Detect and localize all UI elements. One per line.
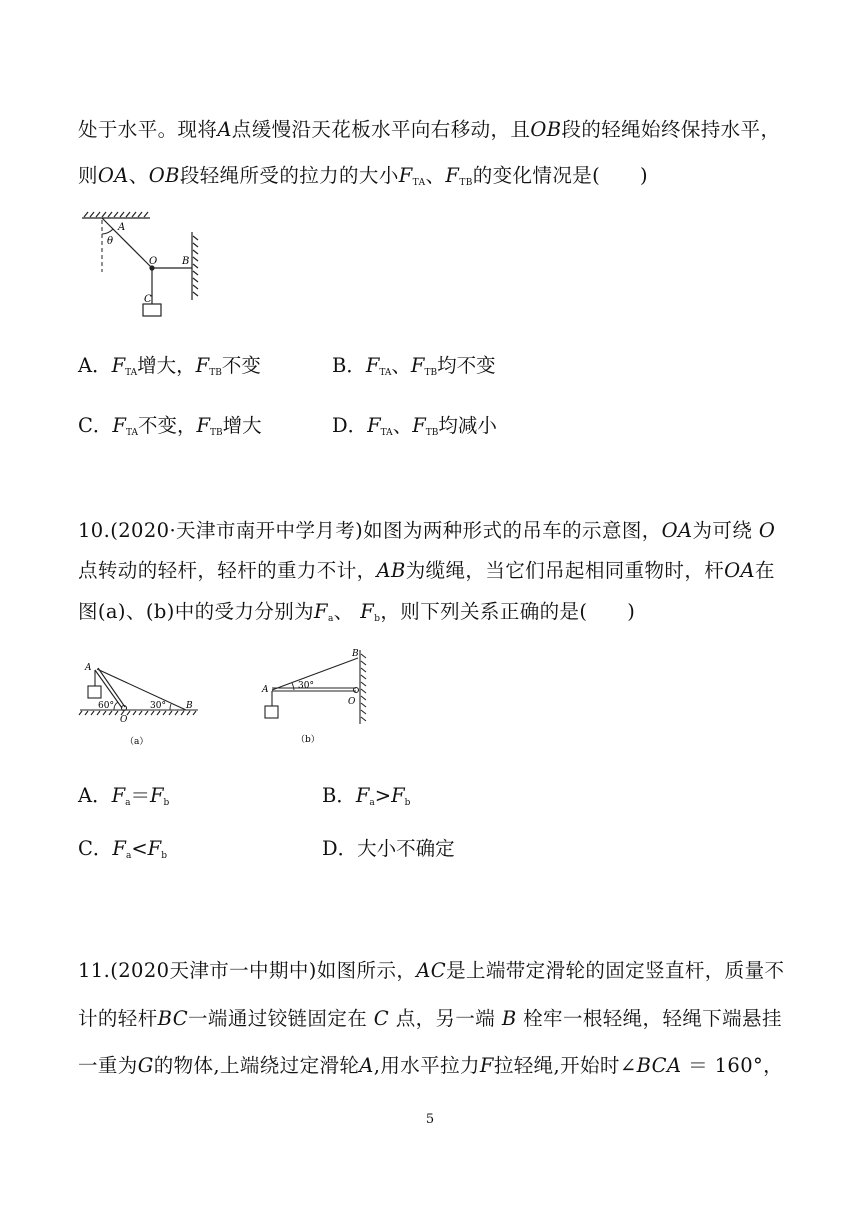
q10-option-b[interactable]: B．$F_a>F_b$ [322,784,411,808]
fig9-label-O: O [149,256,158,267]
figb-label-A: A [262,685,269,695]
figb-label-B: B [352,649,359,659]
figa-label-B: B [186,701,193,711]
figb-label-30: 30° [298,681,314,691]
fig9-label-C: C [144,294,152,305]
q9-option-c[interactable]: C．$F_{TA}$不变，$F_{TB}$增大 [78,414,262,438]
q9-text-line-1: 处于水平。现将A点缓慢沿天花板水平向右移动，且OB段的轻绳始终保持水平， [78,118,781,141]
q10-text-line-3: 图(a)、(b)中的受力分别为$F_a$、 $F_b$，则下列关系正确的是( ) [78,600,636,624]
q10-option-c[interactable]: C．$F_a<F_b$ [78,837,167,861]
figa-label-O: O [120,715,128,725]
figb-caption: （b） [296,735,320,745]
figa-label-60: 60° [98,701,114,711]
figa-caption: （a） [125,737,149,747]
figa-label-A: A [85,663,92,673]
q9-figure [74,208,214,320]
q9-option-d[interactable]: D．$F_{TA}$、$F_{TB}$均减小 [332,414,497,438]
q10-option-d[interactable]: D．大小不确定 [322,837,455,860]
fig9-label-B: B [182,256,190,267]
figa-label-30: 30° [150,701,166,711]
q10-text-line-1: 10.(2020·天津市南开中学月考)如图为两种形式的吊车的示意图，OA为可绕 O [78,519,776,542]
fig9-label-A: A [118,222,126,233]
page-number: 5 [425,1112,435,1127]
q9-text-line-2: 则OA、OB段轻绳所受的拉力的大小$F_{TA}$、$F_{TB}$的变化情况是( ) [78,164,648,188]
q11-text-line-2: 计的轻杆BC一端通过铰链固定在 C 点，另一端 B 栓牢一根轻绳，轻绳下端悬挂 [78,1007,782,1030]
q9-option-a[interactable]: A．$F_{TA}$增大，$F_{TB}$不变 [78,354,261,378]
fig9-label-theta: θ [107,236,114,247]
figb-label-O: O [348,697,356,707]
q10-figure-b [256,640,376,750]
q10-figure-a [74,660,204,750]
q11-text-line-3: 一重为G的物体,上端绕过定滑轮A,用水平拉力F拉轻绳,开始时∠BCA ＝ 160°， [78,1054,784,1077]
q10-option-a[interactable]: A．$F_a=F_b$ [78,784,170,808]
q11-text-line-1: 11.(2020天津市一中期中)如图所示，AC是上端带定滑轮的固定竖直杆，质量不 [78,959,785,982]
q9-option-b[interactable]: B．$F_{TA}$、$F_{TB}$均不变 [332,354,496,378]
q10-text-line-2: 点转动的轻杆，轻杆的重力不计，AB为缆绳，当它们吊起相同重物时，杆OA在 [78,559,775,582]
